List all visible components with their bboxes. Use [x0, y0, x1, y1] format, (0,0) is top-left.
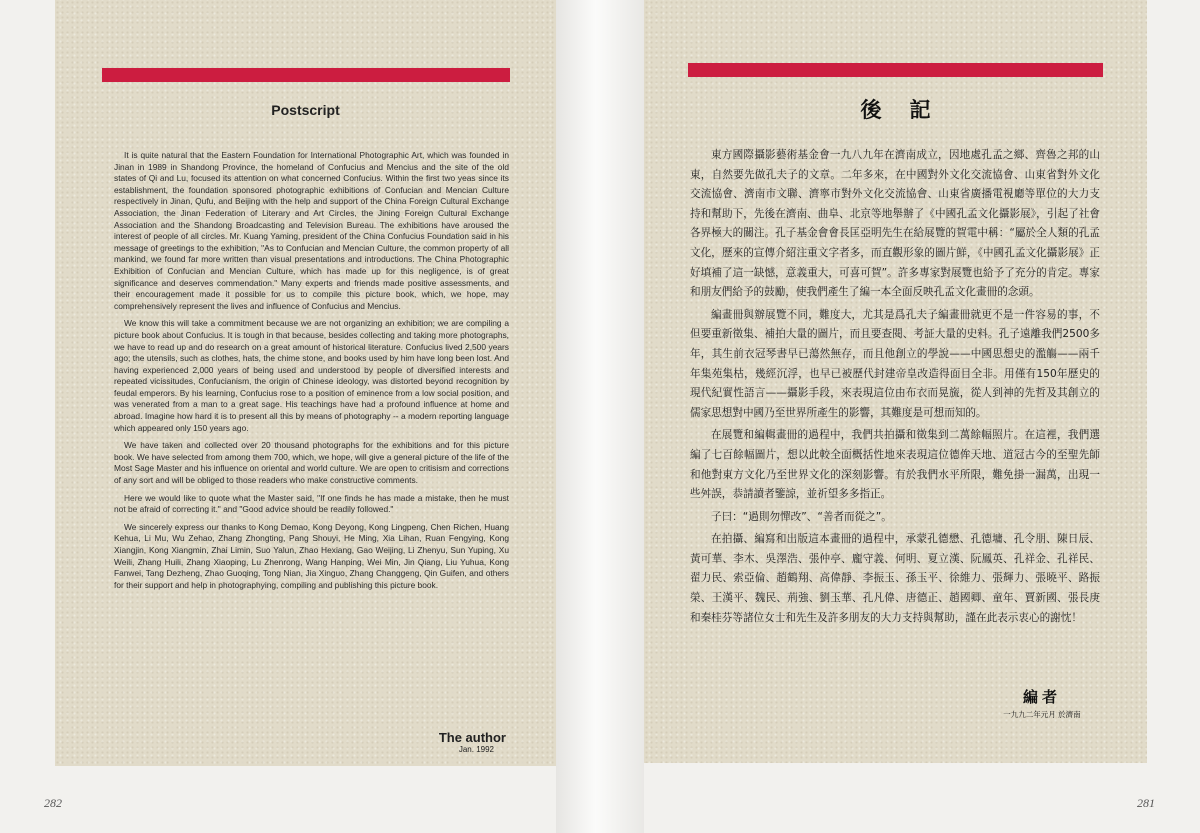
left-date: Jan. 1992	[458, 745, 494, 754]
left-paragraph: We sincerely express our thanks to Kong Demao, Kong Deyong, Kong Lingpeng, Chen Richen, Huang Kehua, Li Mu, Wu Zehao, Zhang Zhongting, Pang Shouyi, He Ming, Xia Lihan, Ruan Fengying, Kong Xiangjin, Kong Xiangmin, Zhai Limin, Suo Yalun, Zhao Hexiang, Gao Weijing, Li Zhenyu, Sun Yuping, Xu Weili, Zhang Huili, Zhang Xiaoping, Lu Zhenrong, Wang Hanping, Wei Min, Jin Qiang, Liu Yuhua, Kong Fanwei, Tang Dezheng, Zhao Guoqing, Tong Nian, Jia Xinguo, Zhang Changgeng, Qin Guifen, and others for their support and help in photographying, compiling and publishing this picture book.	[114, 521, 509, 590]
left-page-number: 282	[44, 796, 62, 810]
left-paragraph: We have taken and collected over 20 thousand photographs for the exhibitions and for this picture book. We have selected from among them 700, which, we hope, will give a general picture of the life of the Most Sage Master and his influence on oriental and world culture. We are open to critisism and corrections of any sort and will be obliged to those readers who make constructive comments.	[114, 440, 509, 486]
left-page	[55, 0, 556, 766]
book-gutter	[556, 0, 644, 833]
right-paragraph: 在拍攝、編寫和出版這本畫冊的過程中，承蒙孔德懋、孔德墉、孔令朋、陳日辰、黃可華、李木、吳澤浩、張仲亭、龐守義、何明、夏立漢、阮鳳英、孔祥金、孔祥民、翟力民、索亞倫、趙鶴翔、高偉靜、李振玉、孫玉平、徐維力、張輝力、張曉平、路振榮、王漢平、魏民、荊強、劉玉華、孔凡偉、唐德正、趙國卿、童年、賈新國、張長庚和秦桂芬等諸位女士和先生及許多朋友的大力支持與幫助，謹在此表示衷心的謝忱！	[690, 533, 1100, 624]
right-paragraph: 東方國際攝影藝術基金會一九八九年在濟南成立，因地處孔孟之鄉、齊魯之邦的山東，自然要先做孔夫子的文章。二年多來，在中國對外文化交流協會、山東省對外文化交流協會、濟南市文聯、濟寧市對外文化交流協會、山東省廣播電視廳等單位的大力支持和幫助下，先後在濟南、曲阜、北京等地舉辦了《中國孔孟文化攝影展》，引起了社會各界極大的關注。孔子基金會會長匡亞明先生在給展覽的賀電中稱：“屬於全人類的孔孟文化，歷來的宣傳介紹注重文字者多，而直觀形象的圖片鮮，《中國孔孟文化攝影展》正好填補了這一缺憾，意義重大，可喜可賀”。許多專家對展覽也給予了充分的肯定。專家和朋友們給予的鼓勵，使我們產生了編一本全面反映孔孟文化畫冊的念頭。	[690, 149, 1100, 299]
right-page	[644, 0, 1147, 763]
right-accent-bar	[688, 63, 1103, 77]
right-paragraph: 子曰：“過則勿憚改”、“善者而從之”。	[711, 510, 892, 523]
left-page-title: Postscript	[271, 102, 340, 118]
right-paragraph: 編畫冊與辦展覽不同，難度大，尤其是爲孔夫子編畫冊就更不是一件容易的事，不但要重新徵集、補拍大量的圖片，而且要查閱、考証大量的史料。孔子遠離我們2500多年，其生前衣冠琴書早已蕩然無存，而且他創立的學說——中國思想史的濫觴——兩千年集苑集枯，幾經沉浮，也早已被歷代封建帝皇改造得面目全非。用僅有150年歷史的現代紀實性語言——攝影手段，來表現這位由布衣而晃旒，從人到神的先哲及其創立的儒家思想對中國乃至世界所產生的影響，其難度是可想而知的。	[690, 308, 1100, 419]
left-paragraph: It is quite natural that the Eastern Foundation for International Photographic Art, which was founded in Jinan in 1989 in Shandong Province, the homeland of Confucius and Mencius and the site of the old states of Qi and Lu, focused its attention on what concerned Confucius. Within the first two yeas since its establishment, the foundation sponsored photographic exhibitions of Confucian and Mencian Culture respectively in Jinan, Qufu, and Beijing with the help and support of the China Foreign Cultural Exchange Association, the Jinan Federation of Literary and Art Circles, the Jining Foreign Cultural Exchange Association and the Shandong Broadcasting and Television Bureau. The exhibitions have aroused the interest of people of all circles. Mr. Kuang Yaming, president of the China Confucius Foundation said in his message of greetings to the exhibition, "As to Confucian and Mencian Culture, the common property of all mankind, we found far more written than visual presentations and introductions. The China Photographic Exhibition of Confucian and Mencian Culture, which has made up for this negligence, is of great significance and deserves commendation." Many experts and friends made positive assessments, and their encouragement made it possible for us to compile this picture book, which, we hope, may comprehensively represent the lives and influence of Confucius and Mencius.	[114, 150, 509, 311]
left-paragraph: Here we would like to quote what the Master said, "If one finds he has made a mistake, then he must not be afraid of correcting it." and "Good advice should be readily followed."	[114, 492, 509, 515]
left-signature-block	[439, 730, 506, 754]
right-paragraph: 在展覽和編輯畫冊的過程中，我們共拍攝和徵集到二萬餘幅照片。在這裡，我們選編了七百餘幅圖片，想以此較全面概括性地來表現這位德侔天地、道冠古今的至聖先師和他對東方文化乃至世界文化的深刻影響。有於我們水平所限，難免掛一漏萬，出現一些舛誤，恭請讀者鑒諒，並祈望多多指正。	[690, 429, 1100, 501]
right-signature-block	[974, 686, 1110, 720]
left-accent-bar	[102, 68, 510, 82]
left-signature: The author	[438, 730, 506, 745]
left-paragraph: We know this will take a commitment because we are not organizing an exhibition; we are compiling a picture book about Confucius. It is tough in that because, besides collecting and taking more photographs, we have to read up and do research on a great amount of historical literature. Confucius lived 2,500 years ago; the utensils, such as clothes, hats, the chime stone, and books used by him have long been lost. And having experienced 2,000 years of being used and understood by people of diversified interests and repeated vicissitudes, Confucianism, the origin of Chinese ideology, was distorted beyond recognition by feudal emperors. By his learning, Confucius rose to a position of eminence from a low social position, and was venerated from a man to a great sage. His teachings have had a profound influence at home and abroad. Imagine how hard it is to present all this by means of photography -- a modern reporting language which appeared only 150 years ago.	[114, 318, 509, 433]
right-date: 一九九二年元月 於濟南	[1003, 710, 1081, 719]
right-signature: 編者	[1022, 688, 1061, 706]
right-page-number: 281	[1137, 796, 1155, 810]
right-page-title: 後記	[860, 98, 959, 122]
left-page-body	[114, 150, 509, 597]
right-page-body	[690, 146, 1100, 631]
